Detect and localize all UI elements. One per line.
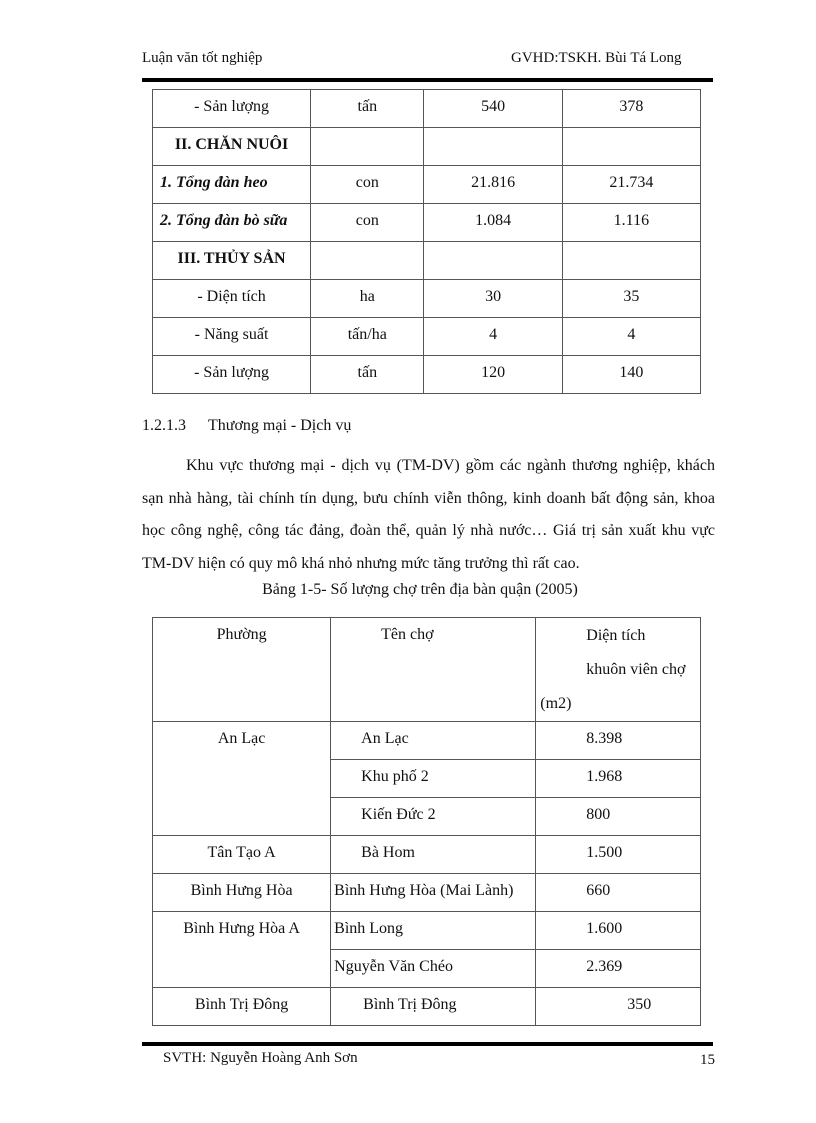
row-value-1: 30 bbox=[485, 288, 502, 305]
table-header-row bbox=[153, 618, 701, 722]
header-market-name: Tên chợ bbox=[381, 626, 434, 643]
row-value-1 bbox=[424, 242, 561, 250]
header-ward: Phường bbox=[216, 626, 267, 643]
row-value-1: 120 bbox=[481, 364, 506, 381]
header-area-line3: (m2) bbox=[540, 695, 572, 712]
row-value-2: 378 bbox=[619, 98, 644, 115]
row-item: - Sản lượng bbox=[194, 364, 269, 381]
market-area: 2.369 bbox=[586, 958, 623, 975]
header-area bbox=[536, 618, 700, 721]
row-unit: tấn bbox=[357, 98, 378, 115]
ward-name: Bình Hưng Hòa bbox=[190, 882, 293, 899]
row-value-1: 1.084 bbox=[475, 212, 512, 229]
market-area: 660 bbox=[586, 882, 611, 899]
market-name: Bình Long bbox=[334, 920, 404, 937]
row-value-2 bbox=[563, 128, 700, 136]
row-value-2: 35 bbox=[623, 288, 640, 305]
market-area: 1.968 bbox=[586, 768, 623, 785]
row-value-2 bbox=[563, 242, 700, 250]
ward-name: Tân Tạo A bbox=[207, 844, 276, 861]
header-advisor-label: GVHD:TSKH. Bùi Tá Long bbox=[511, 50, 682, 66]
market-area: 1.500 bbox=[586, 844, 623, 861]
section-heading bbox=[142, 417, 351, 435]
row-unit: ha bbox=[359, 288, 375, 305]
row-value-2: 21.734 bbox=[609, 174, 654, 191]
row-unit: tấn bbox=[357, 364, 378, 381]
row-unit: tấn/ha bbox=[347, 326, 387, 343]
market-name: An Lạc bbox=[361, 730, 409, 747]
market-name: Nguyễn Văn Chéo bbox=[334, 958, 453, 975]
ward-name: An Lạc bbox=[217, 730, 266, 747]
section-title: Thương mại - Dịch vụ bbox=[208, 417, 352, 434]
header-area-line1: Diện tích bbox=[586, 627, 646, 644]
row-item: 2. Tổng đàn bò sữa bbox=[160, 212, 288, 229]
row-item: - Năng suất bbox=[194, 326, 269, 343]
table-row bbox=[153, 988, 701, 1026]
market-name: Kiến Đức 2 bbox=[361, 806, 436, 823]
market-name: Bà Hom bbox=[361, 844, 415, 861]
section-heading-livestock: II. CHĂN NUÔI bbox=[174, 136, 289, 153]
table-caption: Bảng 1-5- Số lượng chợ trên địa bàn quận (2005) bbox=[262, 581, 578, 598]
section-heading-aquaculture: III. THỦY SẢN bbox=[177, 250, 286, 267]
row-value-2: 1.116 bbox=[613, 212, 650, 229]
table-row bbox=[153, 722, 701, 760]
body-paragraph bbox=[142, 450, 715, 580]
table-row bbox=[153, 90, 701, 128]
table-row bbox=[153, 836, 701, 874]
table-row bbox=[153, 356, 701, 394]
market-area: 1.600 bbox=[586, 920, 623, 937]
header-divider bbox=[142, 78, 713, 82]
footer-author: SVTH: Nguyễn Hoàng Anh Sơn bbox=[163, 1050, 358, 1066]
table-row bbox=[153, 128, 701, 166]
header-area-line2: khuôn viên chợ bbox=[586, 661, 686, 678]
table-row bbox=[153, 874, 701, 912]
row-unit: con bbox=[355, 212, 379, 229]
row-item: - Sản lượng bbox=[194, 98, 269, 115]
table-row bbox=[153, 242, 701, 280]
market-name: Bình Trị Đông bbox=[363, 996, 457, 1013]
row-unit: con bbox=[355, 174, 379, 191]
market-name: Bình Hưng Hòa (Mai Lành) bbox=[334, 882, 514, 899]
footer-divider bbox=[142, 1042, 713, 1046]
page-header bbox=[142, 48, 685, 70]
table-row bbox=[153, 204, 701, 242]
market-area: 350 bbox=[627, 996, 652, 1013]
ward-name: Bình Hưng Hòa A bbox=[183, 920, 300, 937]
ward-name: Bình Trị Đông bbox=[194, 996, 289, 1013]
row-value-2: 4 bbox=[627, 326, 636, 343]
markets-table bbox=[152, 617, 701, 1026]
row-item: 1. Tổng đàn heo bbox=[160, 174, 268, 191]
row-value-1: 21.816 bbox=[471, 174, 516, 191]
table-row bbox=[153, 318, 701, 356]
row-value-2: 140 bbox=[619, 364, 644, 381]
table-row bbox=[153, 912, 701, 950]
row-value-1: 540 bbox=[481, 98, 506, 115]
row-item: - Diện tích bbox=[197, 288, 266, 305]
paragraph-text: Khu vực thương mại - dịch vụ (TM-DV) gồm các ngành thương nghiệp, khách sạn nhà hàng, tài chính tín dụng, bưu chính viễn thông, kinh doanh bất động sản, khoa học công nghệ, công tác đảng, đoàn thể, quản lý nhà nước… Giá trị sản xuất khu vực TM-DV hiện có quy mô khá nhỏ nhưng mức tăng trưởng thì rất cao. bbox=[142, 457, 715, 572]
table-row bbox=[153, 280, 701, 318]
row-value-1: 4 bbox=[489, 326, 498, 343]
production-statistics-table bbox=[152, 89, 701, 394]
row-unit bbox=[311, 242, 423, 250]
page-number: 15 bbox=[700, 1052, 715, 1068]
section-number: 1.2.1.3 bbox=[142, 417, 186, 434]
market-area: 8.398 bbox=[586, 730, 623, 747]
row-unit bbox=[311, 128, 423, 136]
row-value-1 bbox=[424, 128, 561, 136]
market-name: Khu phố 2 bbox=[361, 768, 429, 785]
market-area: 800 bbox=[586, 806, 611, 823]
table-row bbox=[153, 166, 701, 204]
header-thesis-label: Luận văn tốt nghiệp bbox=[142, 50, 263, 66]
